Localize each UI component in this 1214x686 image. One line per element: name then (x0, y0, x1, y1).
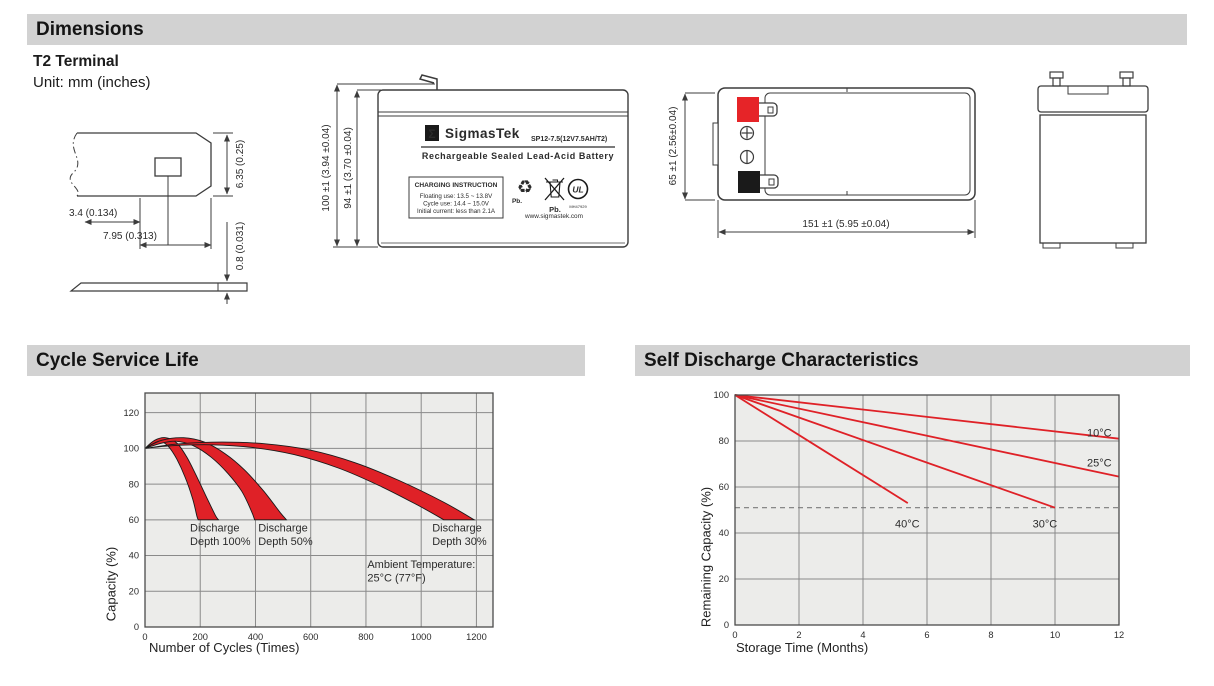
section-header-cycle-service-life: Cycle Service Life (27, 345, 585, 376)
unit-note: Unit: mm (inches) (33, 74, 151, 91)
brand-name: SigmasTek (445, 126, 520, 141)
charging-floating: Floating use: 13.5 ~ 13.8V (419, 193, 493, 200)
model-number: SP12-7.5(12V7.5AH/T2) (531, 136, 608, 143)
section-header-dimensions: Dimensions (27, 14, 1187, 45)
chart-annotation: Depth 50% (258, 535, 313, 548)
x-tick-label: 200 (192, 632, 208, 642)
x-tick-label: 12 (1113, 630, 1125, 640)
x-tick-label: 1200 (466, 632, 487, 642)
chart-annotation: Discharge (258, 522, 308, 535)
selfdis-chart-x-axis-title: Storage Time (Months) (736, 640, 869, 655)
y-tick-label: 0 (723, 620, 729, 631)
cycle-chart-y-axis-title: Capacity (%) (103, 546, 119, 622)
website-label: www.sigmastek.com (525, 213, 583, 220)
y-tick-label: 40 (718, 528, 729, 539)
x-tick-label: 10 (1049, 630, 1061, 640)
x-tick-label: 800 (358, 632, 374, 642)
dim-thickness-label: 0.8 (0.031) (235, 221, 246, 271)
bin-pb-label: Pb. (549, 205, 561, 214)
chart-annotation: Discharge (432, 522, 482, 535)
dim-total-height-label: 100 ±1 (3.94 ±0.04) (321, 124, 332, 212)
x-tick-label: 4 (860, 630, 866, 640)
charging-title: CHARGING INSTRUCTION (414, 182, 498, 189)
cycle-chart-x-axis-title: Number of Cycles (Times) (149, 640, 300, 655)
x-tick-label: 6 (924, 630, 930, 640)
terminal-type-label: T2 Terminal (33, 53, 119, 70)
y-tick-label: 80 (718, 436, 729, 447)
y-tick-label: 100 (123, 443, 139, 454)
series-label: 30°C (1032, 518, 1058, 531)
dim-height-label: 6.35 (0.25) (235, 139, 246, 189)
y-tick-label: 120 (123, 407, 139, 418)
charging-cycle: Cycle use: 14.4 ~ 15.0V (423, 200, 489, 208)
y-tick-label: 60 (718, 482, 729, 493)
y-tick-label: 0 (133, 622, 139, 633)
dim-case-height-label: 94 ±1 (3.70 ±0.04) (343, 127, 354, 209)
x-tick-label: 0 (142, 632, 148, 642)
y-tick-label: 20 (128, 586, 139, 597)
y-tick-label: 100 (713, 390, 729, 401)
x-tick-label: 0 (732, 630, 738, 640)
dim-hole-label: 7.95 (0.313) (103, 231, 157, 242)
x-tick-label: 1000 (410, 632, 432, 642)
recycle-icon: ♻ (516, 177, 534, 197)
dim-width-label: 65 ±1 (2.56±0.04) (668, 106, 679, 186)
y-tick-label: 20 (718, 574, 729, 585)
dim-length-label: 151 ±1 (5.95 ±0.04) (802, 219, 890, 230)
ul-file-number: MH47929 (569, 204, 587, 209)
y-tick-label: 40 (128, 550, 139, 561)
x-tick-label: 8 (988, 630, 994, 640)
sigma-glyph: Σ (428, 127, 436, 141)
x-tick-label: 400 (247, 632, 264, 642)
chart-annotation: Depth 100% (190, 535, 251, 548)
selfdis-chart-y-axis-title: Remaining Capacity (%) (698, 486, 714, 628)
y-tick-label: 80 (128, 479, 139, 490)
chart-annotation: 25°C (77°F) (367, 572, 426, 585)
self-discharge-chart (713, 390, 1124, 640)
chart-annotation: Discharge (190, 522, 240, 535)
y-tick-label: 60 (128, 515, 139, 526)
x-tick-label: 600 (302, 632, 319, 642)
charging-initial: Initial current: less than 2.1A (416, 208, 496, 215)
section-header-self-discharge: Self Discharge Characteristics (635, 345, 1190, 376)
series-label: 10°C (1087, 427, 1112, 440)
product-line-label: Rechargeable Sealed Lead-Acid Battery (421, 151, 615, 161)
x-tick-label: 2 (796, 630, 802, 640)
dim-offset-label: 3.4 (0.134) (69, 208, 118, 219)
chart-annotation: Depth 30% (432, 535, 487, 548)
chart-annotation: Ambient Temperature: (367, 559, 476, 572)
series-label: 40°C (895, 518, 920, 531)
recycle-pb-label: Pb. (511, 198, 523, 205)
series-label: 25°C (1087, 457, 1112, 470)
svg-text:UL: UL (572, 184, 584, 195)
cycle-service-life-chart (123, 393, 493, 642)
